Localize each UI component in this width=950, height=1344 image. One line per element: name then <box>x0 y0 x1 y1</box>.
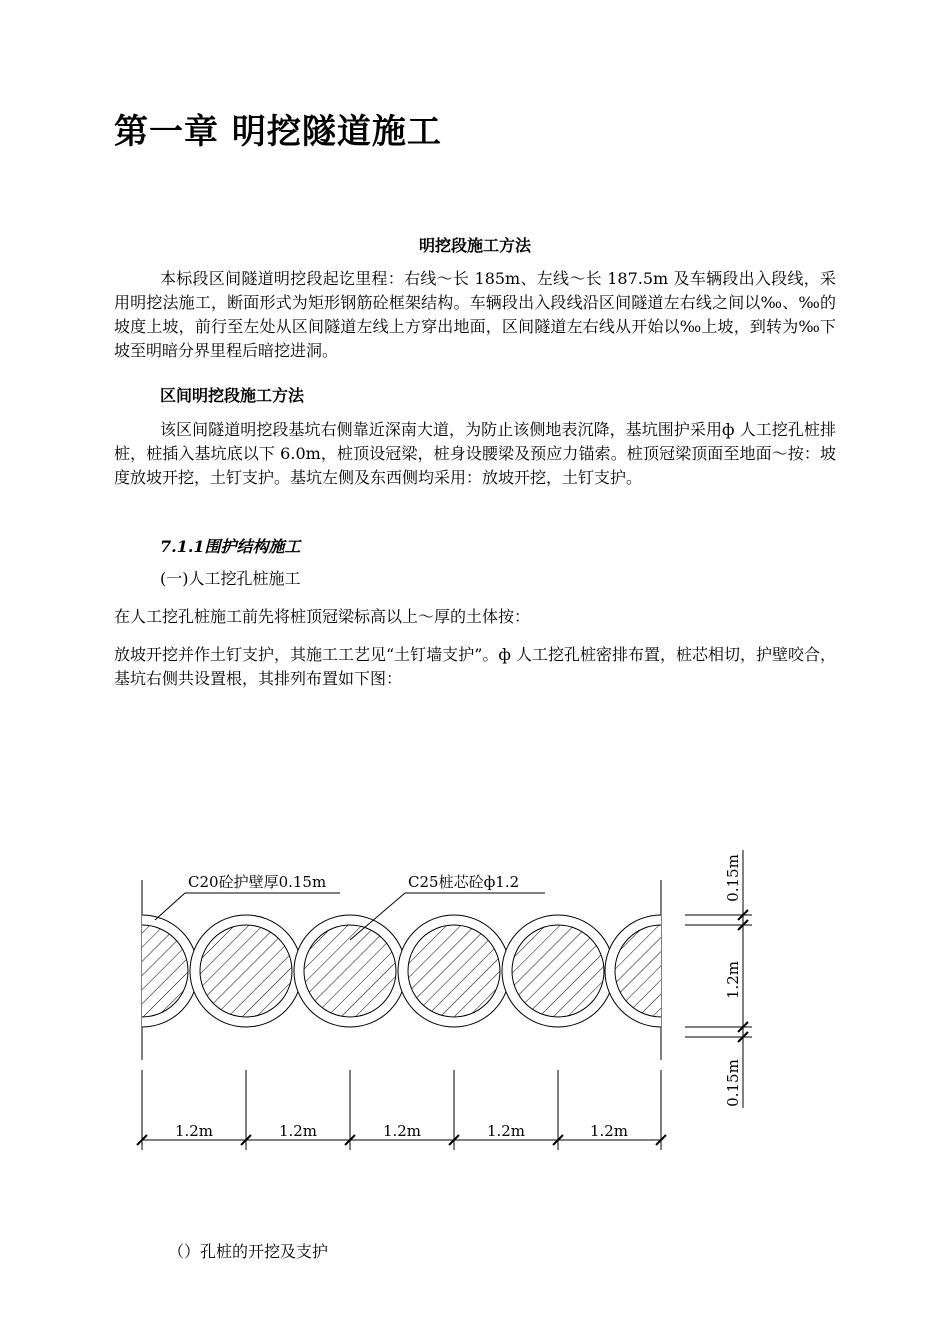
line-pile-excavation: （）孔桩的开挖及支护 <box>168 1242 329 1261</box>
pile-layout-figure <box>0 840 950 1170</box>
line-pile-construction: (一)人工挖孔桩施工 <box>160 569 301 588</box>
bottom-dimension <box>137 1070 666 1150</box>
line-before-construction: 在人工挖孔桩施工前先将桩顶冠梁标高以上～厚的土体按： <box>114 607 531 626</box>
dim-bottom-2: 1.2m <box>278 1122 318 1140</box>
dim-right-bottom: 0.15m <box>724 1059 742 1107</box>
label-wall-thickness: C20砼护壁厚0.15m <box>188 873 327 891</box>
chapter-title: 第一章 明挖隧道施工 <box>114 112 442 152</box>
paragraph-method: 该区间隧道明挖段基坑右侧靠近深南大道，为防止该侧地表沉降，基坑围护采用ф 人工挖孔桩排桩，桩插入基坑底以下 6.0m，桩顶设冠梁，桩身设腰梁及预应力锚索。桩顶冠梁顶面至地面～按：坡度放坡开挖，土钉支护。基坑左侧及东西侧均采用：放坡开挖，土钉支护。 <box>114 420 836 487</box>
right-dimension <box>685 850 752 1108</box>
section-title: 明挖段施工方法 <box>418 236 531 255</box>
dim-bottom-4: 1.2m <box>486 1122 526 1140</box>
label-core-concrete: C25桩芯砼ф1.2 <box>408 873 520 891</box>
dim-bottom-1: 1.2m <box>174 1122 214 1140</box>
subheading-method: 区间明挖段施工方法 <box>160 386 305 405</box>
dim-right-top: 0.15m <box>724 854 742 902</box>
dim-bottom-5: 1.2m <box>589 1122 629 1140</box>
dim-bottom-3: 1.2m <box>382 1122 422 1140</box>
subheading-retaining: 7.1.1围护结构施工 <box>160 537 301 556</box>
paragraph-intro: 本标段区间隧道明挖段起讫里程：右线～长 185m、左线～长 187.5m 及车辆段出入段线，采用明挖法施工，断面形式为矩形钢筋砼框架结构。车辆段出入段线沿区间隧道左右线之间以‰、‰的坡度上坡，前行至左处从区间隧道左线上方穿出地面，区间隧道左右线从开始以‰上坡，到转为‰下坡至明暗分界里程后暗挖进洞。 <box>114 269 836 360</box>
dim-right-middle: 1.2m <box>724 960 742 1000</box>
paragraph-slope: 放坡开挖并作土钉支护，其施工工艺见“土钉墙支护”。ф 人工挖孔桩密排布置，桩芯相切，护壁咬合，基坑右侧共设置根，其排列布置如下图： <box>114 645 836 688</box>
